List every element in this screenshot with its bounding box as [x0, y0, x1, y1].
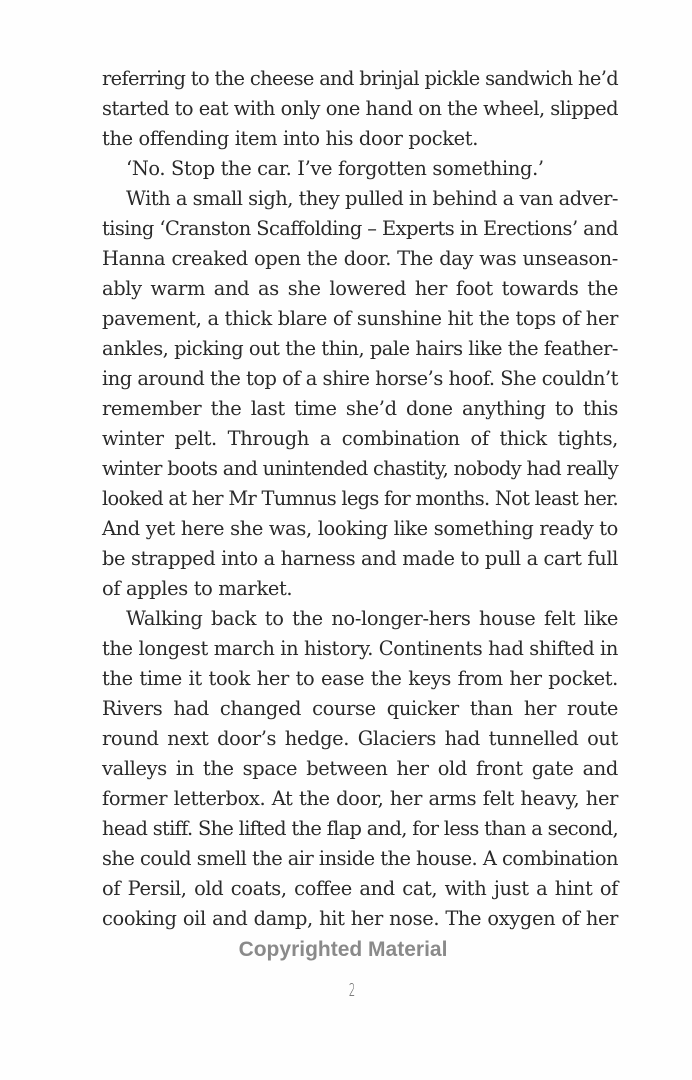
text-line: winter pelt. Through a combination of thick tights,: [102, 427, 618, 450]
text-line: tising ‘Cranston Scaffolding – Experts in Erections’ and: [102, 217, 618, 240]
text-line: Rivers had changed course quicker than her route: [102, 697, 618, 720]
text-line: referring to the cheese and brinjal pickle sandwich he’d: [102, 67, 618, 90]
text-line: With a small sigh, they pulled in behind a van adver-: [126, 187, 618, 210]
text-line: valleys in the space between her old front gate and: [102, 757, 618, 780]
text-line: Walking back to the no-longer-hers house felt like: [126, 607, 618, 630]
text-line: And yet here she was, looking like something ready to: [102, 517, 618, 540]
text-line: head stiff. She lifted the flap and, for less than a second,: [102, 817, 618, 840]
text-line: the longest march in history. Continents had shifted in: [102, 637, 618, 660]
text-line: she could smell the air inside the house. A combination: [102, 847, 618, 870]
page-number: 2: [348, 980, 356, 1001]
text-line: former letterbox. At the door, her arms felt heavy, her: [102, 787, 618, 810]
text-line: ably warm and as she lowered her foot towards the: [102, 277, 618, 300]
text-line: looked at her Mr Tumnus legs for months. Not least her.: [102, 487, 618, 510]
text-line: pavement, a thick blare of sunshine hit the tops of her: [102, 307, 618, 330]
text-line: ‘No. Stop the car. I’ve forgotten something.’: [126, 157, 544, 180]
text-line: the offending item into his door pocket.: [102, 127, 479, 150]
text-line: of apples to market.: [102, 577, 293, 600]
text-line: ankles, picking out the thin, pale hairs like the feather-: [102, 337, 618, 360]
text-line: of Persil, old coats, coffee and cat, with just a hint of: [102, 877, 618, 900]
text-line: ing around the top of a shire horse’s hoof. She couldn’t: [102, 367, 618, 390]
text-line: be strapped into a harness and made to pull a cart full: [102, 547, 618, 570]
text-line: Hanna creaked open the door. The day was unseason-: [102, 247, 618, 270]
text-line: started to eat with only one hand on the wheel, slipped: [102, 97, 618, 120]
body-text: [102, 64, 618, 934]
text-line: remember the last time she’d done anything to this: [102, 397, 618, 420]
text-line: round next door’s hedge. Glaciers had tunnelled out: [102, 727, 618, 750]
text-line: winter boots and unintended chastity, nobody had really: [102, 457, 618, 480]
copyright-watermark: Copyrighted Material: [238, 938, 448, 961]
text-line: cooking oil and damp, hit her nose. The oxygen of her: [102, 907, 618, 930]
text-line: the time it took her to ease the keys from her pocket.: [102, 667, 618, 690]
